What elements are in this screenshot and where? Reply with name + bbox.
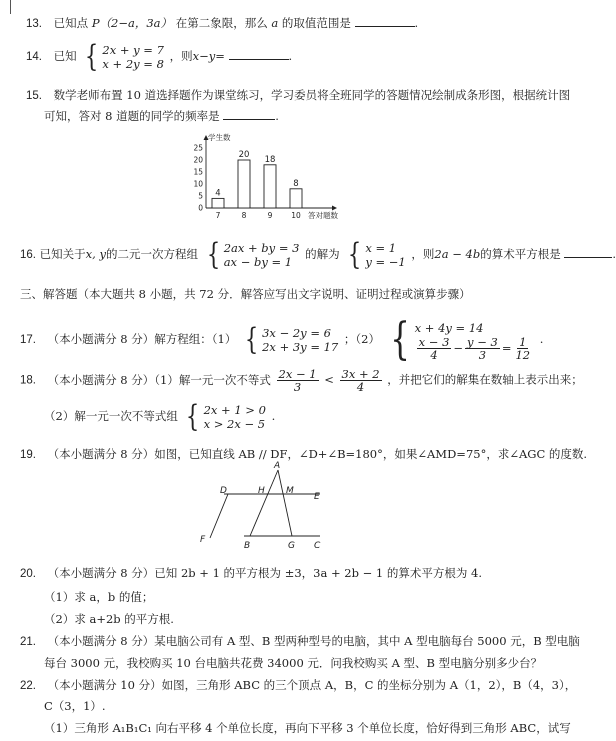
q17-text-mid: ；（2） (343, 332, 380, 346)
q16-end: . (612, 247, 616, 261)
inequality-system (183, 399, 266, 434)
q14-end: . (288, 49, 293, 63)
numerator: x − 3 (418, 334, 450, 349)
operator: < (324, 372, 334, 387)
line-ab (250, 470, 278, 536)
q18-text-post: ，并把它们的解集在数轴上表示出来； (387, 372, 583, 387)
line-df (210, 494, 228, 538)
question-number: 15. (26, 90, 42, 102)
q15-end: . (275, 109, 279, 123)
q15-line2: 可知，答对 8 道题的同学的频率是 (44, 109, 220, 123)
page-corner-mark (10, 0, 11, 14)
inequality: x > 2x − 5 (203, 417, 266, 431)
numerator: 2x − 1 (278, 367, 317, 381)
question-number: 22. (20, 680, 36, 692)
label-m: M (286, 486, 294, 496)
q22-line2: C（3，1）. (44, 699, 106, 713)
answer-blank[interactable] (564, 247, 612, 258)
label-h: H (258, 486, 265, 496)
label-f: F (200, 535, 206, 545)
brace-symbol: { (348, 237, 362, 272)
equation: 2x + 3y = 17 (262, 340, 339, 354)
q19-text: （本小题满分 8 分）如图，已知直线 AB // DF，∠D+∠B=180°，如果∠AMD=75°，求∠AGC 的度数. (47, 447, 588, 461)
question-15 (26, 87, 570, 103)
y-tick-label: 5 (198, 191, 203, 201)
q16-text-pre: 已知关于 (39, 247, 86, 261)
answer-blank[interactable] (229, 49, 289, 60)
q22-line3: （1）三角形 A₁B₁C₁ 向右平移 4 个单位长度，再向下平移 3 个单位长度，恰好得到三角形 ABC，试写 (44, 721, 571, 735)
q14-text-pre: 已知 (53, 49, 77, 63)
question-number: 13. (26, 18, 42, 30)
y-tick-label: 10 (193, 179, 203, 189)
x-axis-arrow (332, 206, 337, 211)
label-e: E (314, 492, 320, 502)
q13-end: . (414, 16, 419, 30)
section-heading: 三、解答题（本大题共 8 小题，共 72 分．解答应写出文字说明、证明过程或演算步骤） (20, 287, 471, 301)
bar (290, 189, 302, 208)
bar (212, 198, 224, 208)
bar (264, 165, 276, 208)
q21-line2: 每台 3000 元，我校购买 10 台电脑共花费 34000 元．问我校购买 A 型、B 型电脑分别多少台？ (44, 656, 543, 670)
question-18 (20, 368, 583, 393)
answer-blank[interactable] (355, 16, 415, 27)
answer-blank[interactable] (223, 109, 275, 120)
equation: ax − by = 1 (223, 255, 293, 269)
q13-text-pre: 已知点 (53, 16, 89, 30)
label-c: C (314, 541, 321, 551)
question-number: 17. (20, 334, 36, 346)
label-a: A (274, 461, 281, 471)
bar-data-label: 8 (293, 178, 299, 189)
equation: y = −1 (365, 255, 406, 269)
q20-sub2: （2）求 a+2b 的平方根. (44, 612, 174, 626)
y-tick-label: 0 (198, 203, 203, 213)
denominator: 3 (478, 347, 487, 362)
denominator: 12 (515, 347, 531, 362)
question-number: 20. (20, 568, 36, 580)
bar-data-label: 4 (215, 188, 221, 199)
q20-sub1: （1）求 a，b 的值； (44, 590, 154, 604)
q13-text-tail: 的取值范围是 (281, 16, 351, 30)
equation: 3x − 2y = 6 (262, 326, 331, 340)
question-13 (26, 15, 418, 31)
q15-line1: 数学老师布置 10 道选择题作为课堂练习，学习委员将全班同学的答题情况绘制成条形图，根据统计图 (53, 88, 571, 102)
q16-text-mid3: ，则 (411, 247, 435, 261)
q18-text-pre: （本小题满分 8 分）（1）解一元一次不等式 (47, 372, 271, 387)
bar-chart (186, 133, 346, 226)
q22-line1: （本小题满分 10 分）如图，三角形 ABC 的三个顶点 A，B，C 的坐标分别为 A（1，2），B（4，3）， (47, 678, 577, 692)
denominator: 4 (356, 380, 365, 394)
equation: x + 4y = 14 (414, 320, 484, 335)
x-tick-label: 7 (215, 211, 221, 220)
q17-text-pre: （本小题满分 8 分）解方程组：（1） (47, 332, 237, 346)
line-ag (278, 470, 292, 536)
q14-text-mid: ，则 (169, 49, 193, 63)
numerator: 1 (519, 334, 527, 349)
equation-system (204, 237, 300, 272)
q16-text-mid2: 的解为 (305, 247, 340, 261)
question-22 (20, 677, 576, 693)
equation-system (386, 314, 534, 365)
q20-text: （本小题满分 8 分）已知 2b + 1 的平方根为 ±3，3a + 2b − 1 的算术平方根为 4. (47, 566, 482, 580)
question-18-part2 (44, 399, 276, 434)
label-d: D (220, 486, 227, 496)
bar (238, 160, 250, 208)
q18-end: . (271, 409, 276, 423)
question-number: 18. (20, 374, 36, 387)
bar-data-label: 20 (238, 150, 250, 160)
question-14 (26, 39, 293, 74)
equation: x + 2y = 8 (102, 57, 164, 71)
question-16 (20, 237, 616, 272)
denominator: 3 (293, 380, 302, 394)
label-g: G (288, 541, 295, 551)
q13-variable: a (271, 16, 279, 30)
question-15-line2 (44, 108, 279, 124)
equation-system (82, 39, 164, 74)
question-number: 19. (20, 449, 36, 461)
bar-data-label: 18 (264, 154, 276, 165)
q14-expression: x−y= (192, 49, 225, 63)
numerator: 3x + 2 (341, 367, 380, 381)
denominator: 4 (430, 347, 438, 362)
q17-end: . (539, 332, 544, 346)
brace-symbol: { (85, 39, 99, 74)
y-axis-label: 学生数 (208, 133, 231, 142)
y-tick-label: 25 (193, 143, 203, 153)
brace-symbol: { (186, 399, 200, 434)
q13-point: P（2−a，3a） (91, 16, 173, 30)
q13-text-post: 在第二象限，那么 (175, 16, 268, 30)
brace-symbol: { (389, 314, 410, 365)
question-20 (20, 565, 482, 581)
brace-symbol: { (244, 322, 259, 357)
x-tick-label: 10 (291, 211, 301, 220)
question-21 (20, 633, 580, 649)
q18-text-pre2: （2）解一元一次不等式组 (44, 409, 178, 423)
numerator: y − 3 (467, 334, 498, 349)
fraction-equation (415, 336, 534, 361)
brace-symbol: { (206, 237, 220, 272)
equation-system (242, 322, 339, 357)
label-b: B (244, 541, 251, 551)
geometry-figure (196, 460, 336, 550)
inequality: 2x + 1 > 0 (203, 403, 266, 417)
x-tick-label: 8 (241, 211, 247, 220)
q16-vars: x, y (85, 247, 106, 261)
equation: x = 1 (365, 241, 397, 255)
q16-expression: 2a − 4b (434, 247, 481, 261)
y-tick-label: 15 (193, 167, 203, 177)
question-17 (20, 314, 544, 365)
solution-system (345, 237, 406, 272)
operator: − (453, 341, 464, 355)
operator: = (501, 341, 512, 355)
q21-line1: （本小题满分 8 分）某电脑公司有 A 型、B 型两种型号的电脑，其中 A 型电脑每台 5000 元，B 型电脑 (47, 634, 580, 648)
x-tick-label: 9 (267, 211, 273, 220)
equation: 2ax + by = 3 (223, 241, 300, 255)
equation: 2x + y = 7 (102, 43, 164, 57)
question-number: 14. (26, 51, 42, 63)
q16-text-mid1: 的二元一次方程组 (105, 247, 198, 261)
y-tick-label: 20 (193, 155, 203, 165)
question-number: 16. (20, 249, 36, 261)
x-axis-label: 答对题数 (308, 211, 338, 220)
q16-text-tail: 的算术平方根是 (480, 247, 561, 261)
question-number: 21. (20, 636, 36, 648)
